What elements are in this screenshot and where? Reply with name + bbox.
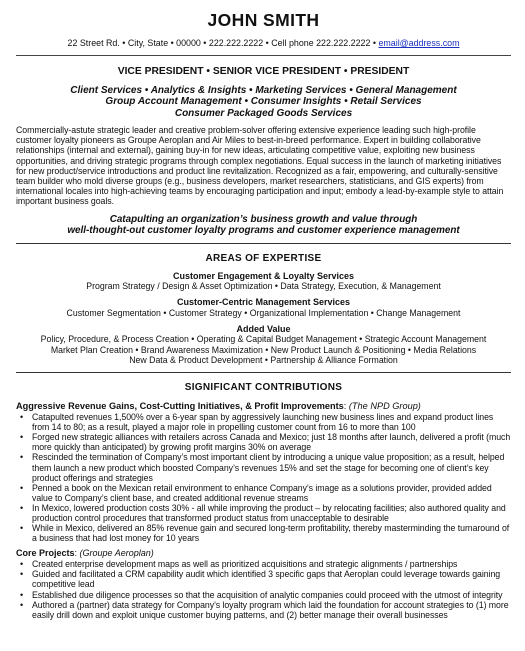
expertise-heading: Customer Engagement & Loyalty Services (172, 270, 355, 281)
contributions-subheading (16, 401, 511, 412)
list-item: • Rescinded the termination of Company’s most important client by introducing a unique value proposition; as a result, helped them launch a new product which boosted Company’s revenues 15% and set the stage for becoming one of client’s key product offerings and strategies (18, 452, 511, 482)
list-item: • While in Mexico, delivered an 85% revenue gain and secured long-term profitability, thereby masterminding the turnaround of a business that had lost money for 10 years (18, 523, 511, 543)
expertise-group (16, 324, 511, 365)
core-projects-label: Core Projects (16, 548, 75, 559)
candidate-name: JOHN SMITH (207, 10, 320, 30)
expertise-title: AREAS OF EXPERTISE (205, 252, 322, 264)
expertise-heading: Customer-Centric Management Services (176, 297, 351, 308)
email-link[interactable]: email@address.com (378, 38, 460, 48)
list-item: • Established due diligence processes so that the acquisition of analytic companies could proceed with the utmost of integrity (18, 590, 511, 600)
specialties-block (16, 85, 511, 119)
specialties-line: Consumer Packaged Goods Services (174, 107, 353, 119)
specialties-line: Client Services • Analytics & Insights • Marketing Services • General Management (70, 85, 457, 96)
core-projects-heading (16, 548, 511, 559)
contributions-title: SIGNIFICANT CONTRIBUTIONS (184, 382, 343, 394)
list-item: • Forged new strategic alliances with retailers across Canada and Mexico; just 18 months after launch, delivered a profit (much more quickly than anticipated) by growing profit margins 30% on average (18, 432, 511, 452)
tagline-line: well-thought-out customer loyalty programs and customer experience management (67, 225, 460, 237)
specialties-line: Group Account Management • Consumer Insights • Retail Services (105, 96, 422, 108)
target-titles: VICE PRESIDENT • SENIOR VICE PRESIDENT • PRESIDENT (117, 66, 410, 77)
expertise-heading: Added Value (236, 323, 291, 334)
expertise-line: Program Strategy / Design & Asset Optimization • Data Strategy, Execution, & Management (86, 281, 441, 292)
contact-line (16, 38, 511, 49)
company-name: (The NPD Group) (348, 401, 421, 412)
core-projects-list (18, 559, 511, 620)
tagline (16, 214, 511, 237)
list-item: • In Mexico, lowered production costs 30% - all while improving the product – by relocating facilities; also authored quality and production control procedures that transformed product status from unacceptable to desirable (18, 503, 511, 523)
colon: : (343, 401, 349, 412)
header-divider (16, 55, 511, 56)
contact-address: 22 Street Rd. • City, State • 00000 • 222.222.2222 • Cell phone 222.222.2222 • (67, 38, 379, 48)
contributions-subheading-text: Aggressive Revenue Gains, Cost-Cutting Initiatives, & Profit Improvements (16, 401, 344, 412)
expertise-line: Policy, Procedure, & Process Creation • Operating & Capital Budget Management • Strategic Account Management (40, 334, 487, 345)
list-item: • Guided and facilitated a CRM capability audit which identified 3 specific gaps that Aeroplan could leverage towards gaining competitive lead (18, 569, 511, 589)
list-item: • Authored a (partner) data strategy for Company’s loyalty program which laid the foundation for account strategies to (1) more easily drill down and exploit unique customer buying patterns, and (2) better manage their overall businesses (18, 600, 511, 620)
list-item: • Penned a book on the Mexican retail environment to enhance Company’s image as a solutions provider, provided added value to Company’s client base, and created additional revenue streams (18, 483, 511, 503)
section-divider (16, 372, 511, 373)
company-name: (Groupe Aeroplan) (79, 548, 154, 559)
section-divider (16, 243, 511, 244)
expertise-line: Market Plan Creation • Brand Awareness Maximization • New Product Launch & Positioning • Media Relations (50, 344, 477, 355)
contributions-list (18, 412, 511, 543)
colon: : (74, 548, 80, 559)
expertise-line: New Data & Product Development • Partnership & Alliance Formation (129, 354, 398, 365)
list-item: • Created enterprise development maps as well as prioritized acquisitions and strategic alignments / partnerships (18, 559, 511, 569)
list-item: • Catapulted revenues 1,500% over a 6-year span by aggressively launching new business lines and expand product lines from 14 to 80; as a result, played a major role in propelling customer count from 16 to more than 100 (18, 412, 511, 432)
expertise-group (16, 297, 511, 318)
tagline-line: Catapulting an organization’s business growth and value through (109, 213, 418, 225)
expertise-group (16, 271, 511, 292)
profile-summary: Commercially-astute strategic leader and creative problem-solver offering extensive experience leading such high-profile customer loyalty pioneers as Groupe Aeroplan and Air Miles to best-in-breed performance. Expert in building collaborative relationships (internal and external), gaining buy-in for new ideas, articulating competitive value, exploiting new business opportunities, and driving strategic programs through complex negotiations. Equal success in the launch of marketing initiatives for new product/service introductions and product line revitalization. Recognized as a fair, empowering, and culturally-sensitive team builder who mold diverse groups (e.g., business developers, market researchers, statisticians, and GIS experts) from international locales into high-achieving teams by encouraging participation and input; embody a lead-by-example style to attain important business goals. (16, 124, 504, 207)
expertise-line: Customer Segmentation • Customer Strategy • Organizational Implementation • Change Management (66, 307, 461, 318)
